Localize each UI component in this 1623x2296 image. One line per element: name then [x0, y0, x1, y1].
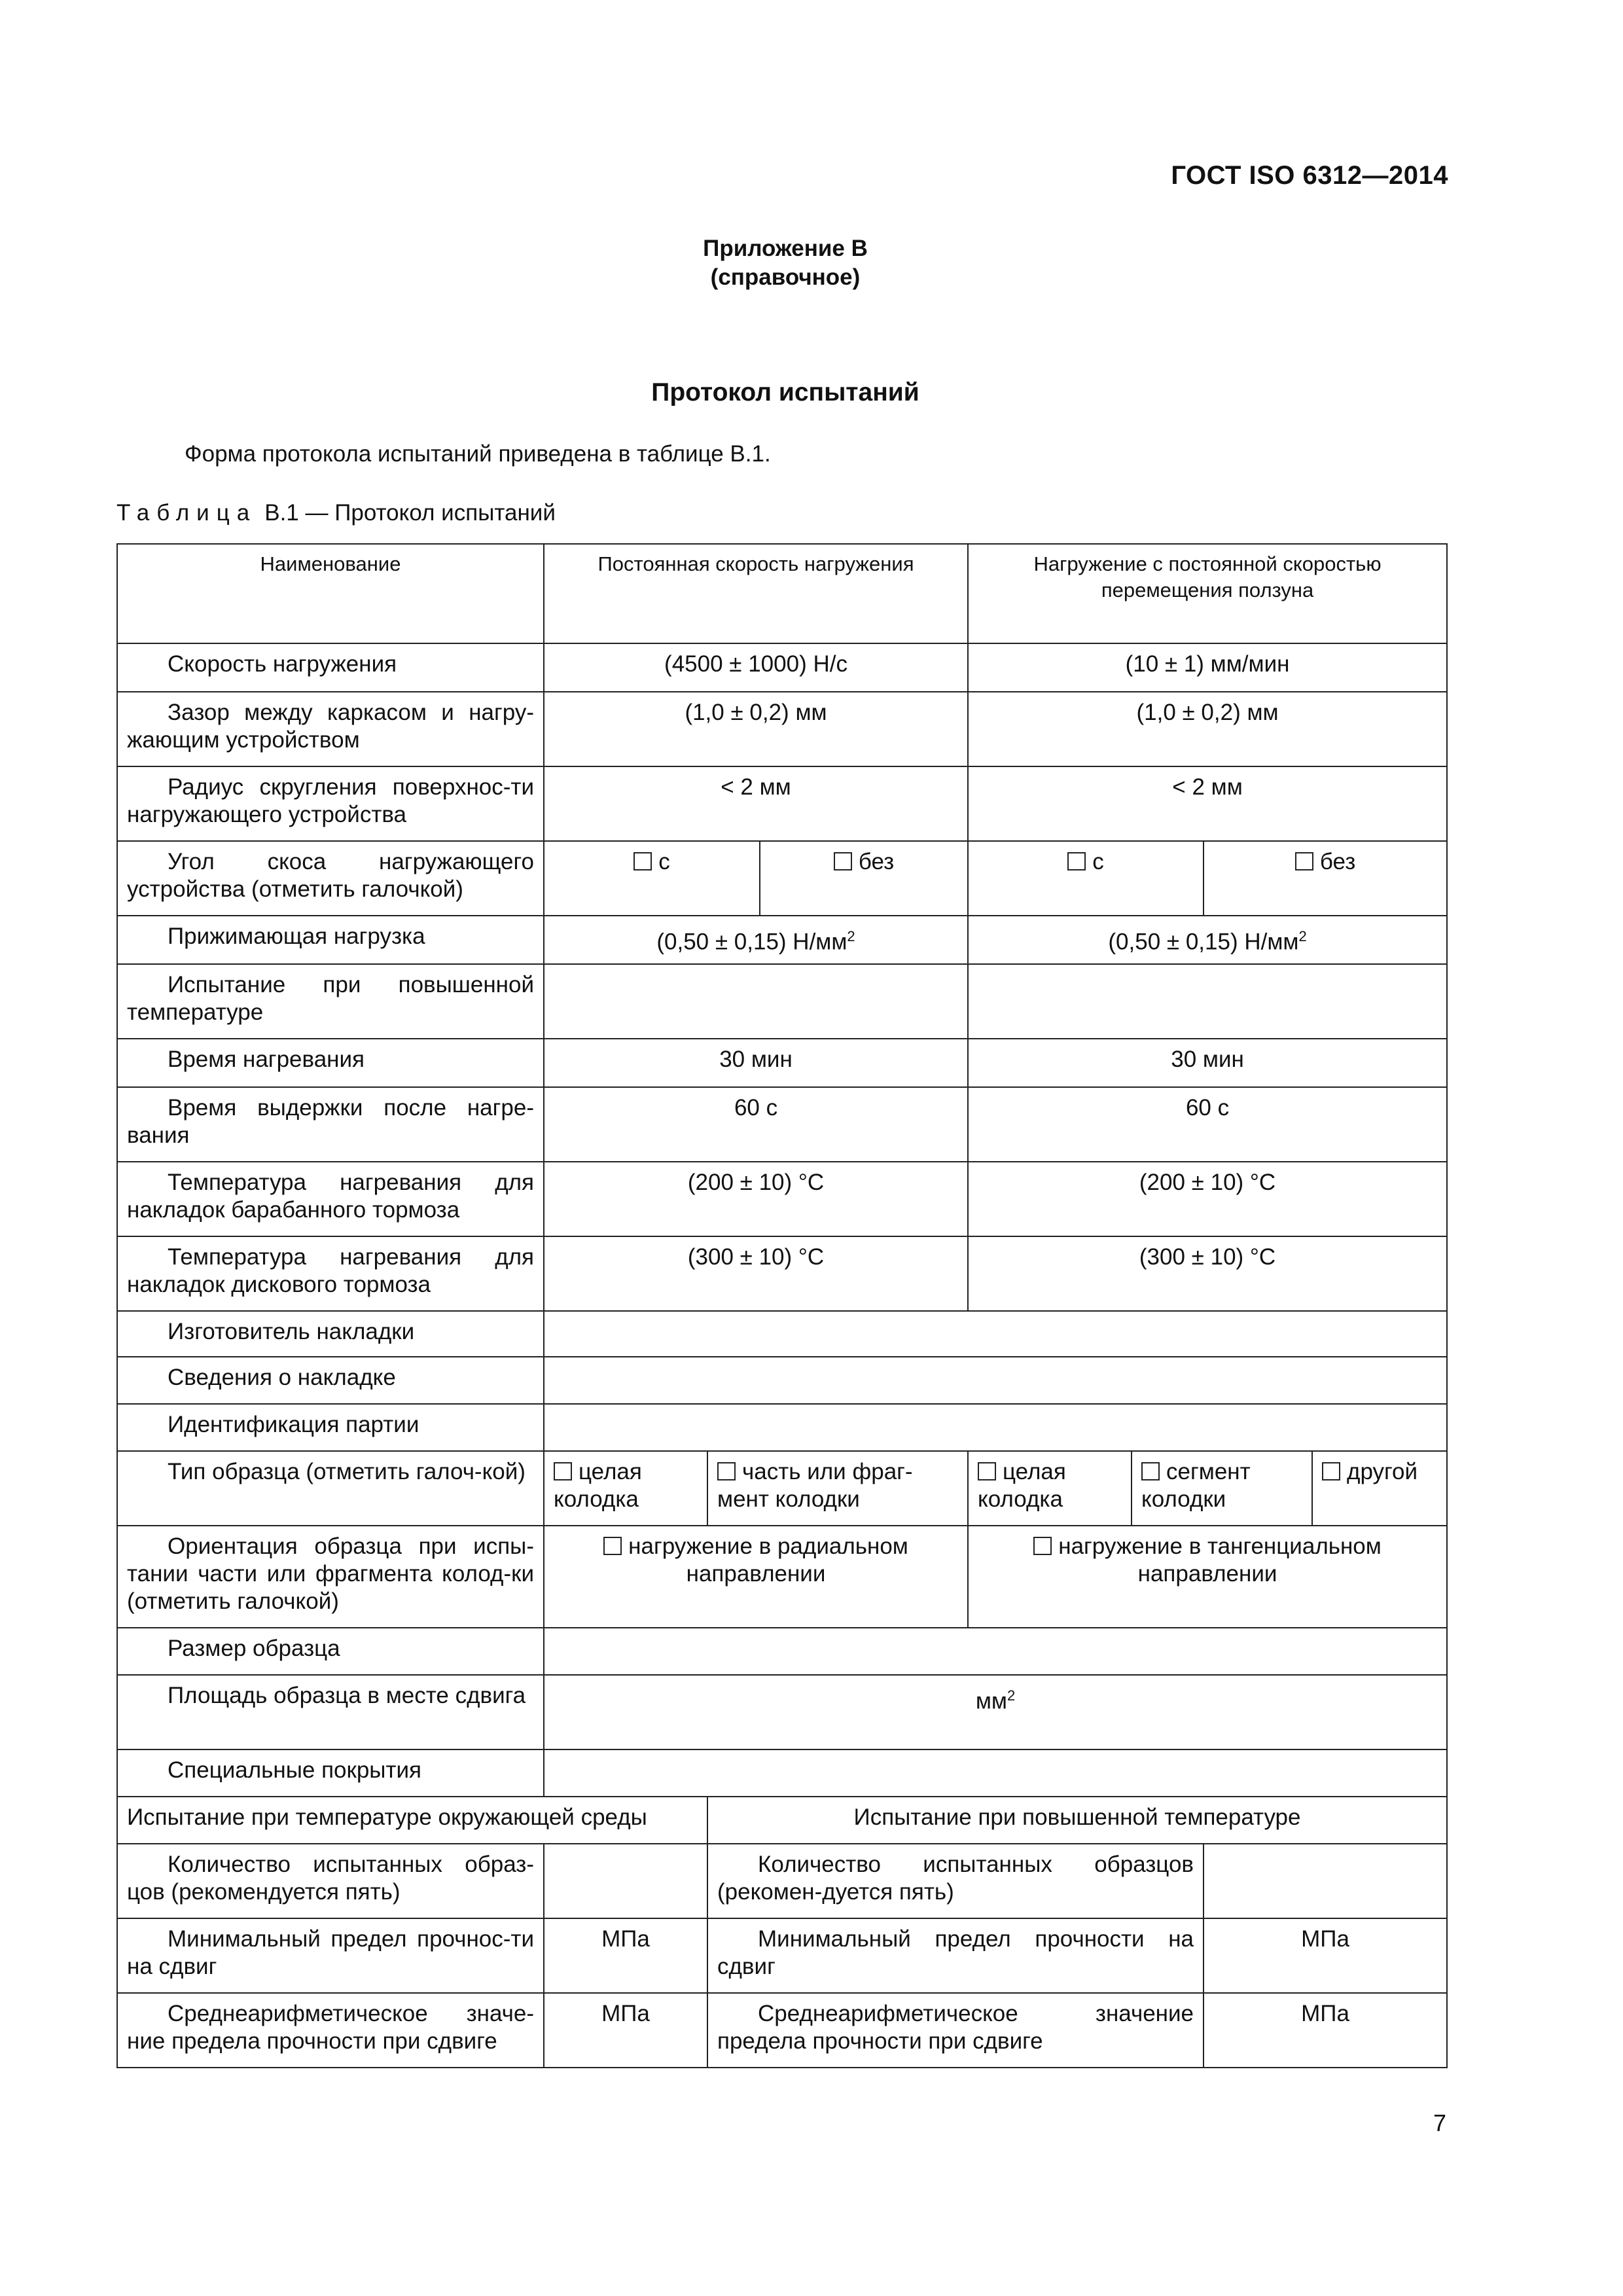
- empty-cell[interactable]: [544, 964, 968, 1039]
- cell-value: (300 ± 10) °С: [968, 1236, 1447, 1311]
- option-label: другой: [1347, 1459, 1418, 1484]
- superscript: 2: [1298, 928, 1307, 944]
- column-header-name: Наименование: [117, 544, 544, 643]
- table-row: [117, 1404, 1447, 1451]
- table-row: [117, 1675, 1447, 1749]
- option-label: часть или фраг-мент колодки: [717, 1459, 913, 1512]
- checkbox-icon[interactable]: [554, 1462, 572, 1480]
- row-label: Время выдержки после нагре-вания: [117, 1087, 544, 1162]
- cell-value: < 2 мм: [968, 766, 1447, 841]
- row-label: Испытание при повышенной температуре: [117, 964, 544, 1039]
- empty-cell[interactable]: [968, 964, 1447, 1039]
- option-split-cell: [1132, 1451, 1447, 1526]
- table-row: [117, 841, 1447, 916]
- table-row: [117, 1087, 1447, 1162]
- appendix-title: Приложение В: [703, 236, 868, 261]
- row-label: Температура нагревания для накладок дискового тормоза: [117, 1236, 544, 1311]
- unit-cell[interactable]: МПа: [544, 1918, 707, 1993]
- empty-cell[interactable]: [544, 1404, 1447, 1451]
- table-row: [117, 692, 1447, 766]
- subheader-ambient: Испытание при температуре окружающей среды: [117, 1797, 707, 1844]
- row-label: Изготовитель накладки: [117, 1311, 544, 1357]
- table-row: [117, 916, 1447, 964]
- row-label: Тип образца (отметить галоч-кой): [117, 1451, 544, 1526]
- empty-cell[interactable]: [544, 1628, 1447, 1675]
- standard-designation: ГОСТ ISO 6312—2014: [1171, 161, 1448, 190]
- checkbox-icon[interactable]: [1322, 1462, 1340, 1480]
- option-label: без: [1319, 849, 1356, 874]
- checkbox-icon[interactable]: [978, 1462, 996, 1480]
- appendix-heading: [0, 234, 1571, 292]
- row-label: Среднеарифметическое значе-ние предела прочности при сдвиге: [117, 1993, 544, 2068]
- table-row: [117, 1844, 1447, 1918]
- row-label: Скорость нагружения: [117, 643, 544, 692]
- column-header-constant-load: Постоянная скорость нагружения: [544, 544, 968, 643]
- page-number: 7: [1433, 2109, 1446, 2136]
- row-label: Сведения о накладке: [117, 1357, 544, 1404]
- option-label: целая колодка: [554, 1459, 642, 1512]
- table-row: [117, 1311, 1447, 1357]
- empty-cell[interactable]: [1204, 1844, 1447, 1918]
- checkbox-icon[interactable]: [1141, 1462, 1160, 1480]
- table-row: [117, 1993, 1447, 2068]
- table-row: [117, 1451, 1447, 1526]
- table-subheader-row: [117, 1797, 1447, 1844]
- option-cell[interactable]: [544, 841, 760, 916]
- row-label: Минимальный предел прочности на сдвиг: [707, 1918, 1204, 1993]
- checkbox-icon[interactable]: [1295, 852, 1313, 870]
- value-text: (0,50 ± 0,15) Н/мм: [1108, 929, 1299, 955]
- row-label: Прижимающая нагрузка: [117, 916, 544, 964]
- checkbox-icon[interactable]: [717, 1462, 736, 1480]
- table-header-row: [117, 544, 1447, 643]
- section-title: Протокол испытаний: [651, 378, 919, 406]
- row-label: Среднеарифметическое значение предела прочности при сдвиге: [707, 1993, 1204, 2068]
- cell-value: (300 ± 10) °С: [544, 1236, 968, 1311]
- row-label: Радиус скругления поверхнос-ти нагружающего устройства: [117, 766, 544, 841]
- option-label: с: [1092, 849, 1104, 874]
- cell-value: [968, 916, 1447, 964]
- option-cell[interactable]: [968, 1526, 1447, 1628]
- option-cell[interactable]: [760, 841, 968, 916]
- table-row: [117, 964, 1447, 1039]
- cell-value: 30 мин: [544, 1039, 968, 1087]
- row-label: Количество испытанных образ-цов (рекомендуется пять): [117, 1844, 544, 1918]
- cell-value: (1,0 ± 0,2) мм: [544, 692, 968, 766]
- checkbox-icon[interactable]: [1067, 852, 1086, 870]
- cell-value: [544, 916, 968, 964]
- row-label: Ориентация образца при испы-тании части или фрагмента колод-ки (отметить галочкой): [117, 1526, 544, 1628]
- option-cell[interactable]: [707, 1451, 968, 1526]
- checkbox-icon[interactable]: [1033, 1537, 1052, 1555]
- table-row: [117, 643, 1447, 692]
- appendix-subtitle: (справочное): [710, 264, 861, 290]
- cell-value: (10 ± 1) мм/мин: [968, 643, 1447, 692]
- empty-cell[interactable]: [544, 1749, 1447, 1797]
- option-cell[interactable]: [544, 1451, 707, 1526]
- unit-cell[interactable]: МПа: [544, 1993, 707, 2068]
- row-label: Зазор между каркасом и нагру-жающим устройством: [117, 692, 544, 766]
- table-row: [117, 1526, 1447, 1628]
- cell-value[interactable]: [544, 1675, 1447, 1749]
- row-label: Количество испытанных образцов (рекомен-дуется пять): [707, 1844, 1204, 1918]
- table-caption-word: Таблица: [116, 500, 257, 526]
- option-label: без: [858, 849, 895, 874]
- unit-cell[interactable]: МПа: [1204, 1993, 1447, 2068]
- superscript: 2: [1007, 1687, 1016, 1704]
- table-row: [117, 1918, 1447, 1993]
- empty-cell[interactable]: [544, 1844, 707, 1918]
- table-caption-text: В.1 — Протокол испытаний: [264, 500, 556, 526]
- row-label: Минимальный предел прочнос-ти на сдвиг: [117, 1918, 544, 1993]
- unit-cell[interactable]: МПа: [1204, 1918, 1447, 1993]
- column-header-constant-speed: Нагружение с постоянной скоростью перемещения ползуна: [968, 544, 1447, 643]
- row-label: Температура нагревания для накладок барабанного тормоза: [117, 1162, 544, 1236]
- superscript: 2: [847, 928, 855, 944]
- option-label: нагружение в радиальном направлении: [628, 1534, 908, 1587]
- row-label: Угол скоса нагружающего устройства (отметить галочкой): [117, 841, 544, 916]
- row-label: Площадь образца в месте сдвига: [117, 1675, 544, 1749]
- test-protocol-table: [116, 543, 1448, 2068]
- value-text: (0,50 ± 0,15) Н/мм: [656, 929, 847, 955]
- empty-cell[interactable]: [544, 1357, 1447, 1404]
- option-cell[interactable]: [544, 1526, 968, 1628]
- cell-value: < 2 мм: [544, 766, 968, 841]
- option-label: нагружение в тангенциальном направлении: [1058, 1534, 1382, 1587]
- table-row: [117, 1162, 1447, 1236]
- option-cell[interactable]: [1204, 841, 1447, 916]
- option-split: [1132, 1452, 1446, 1525]
- option-label: с: [658, 849, 670, 874]
- table-row: [117, 1039, 1447, 1087]
- cell-value: (200 ± 10) °С: [968, 1162, 1447, 1236]
- option-label: сегмент колодки: [1141, 1459, 1251, 1512]
- table-row: [117, 1236, 1447, 1311]
- checkbox-icon[interactable]: [633, 852, 652, 870]
- cell-value: (1,0 ± 0,2) мм: [968, 692, 1447, 766]
- option-cell[interactable]: [968, 1451, 1132, 1526]
- table-row: [117, 1628, 1447, 1675]
- checkbox-icon[interactable]: [603, 1537, 622, 1555]
- row-label: Время нагревания: [117, 1039, 544, 1087]
- table-row: [117, 1749, 1447, 1797]
- cell-value: (200 ± 10) °С: [544, 1162, 968, 1236]
- option-label: целая колодка: [978, 1459, 1066, 1512]
- cell-value: 60 с: [968, 1087, 1447, 1162]
- intro-paragraph: Форма протокола испытаний приведена в таблице В.1.: [185, 441, 771, 467]
- row-label: Специальные покрытия: [117, 1749, 544, 1797]
- subheader-elevated: Испытание при повышенной температуре: [707, 1797, 1447, 1844]
- table-row: [117, 1357, 1447, 1404]
- empty-cell[interactable]: [544, 1311, 1447, 1357]
- cell-value: 30 мин: [968, 1039, 1447, 1087]
- option-cell[interactable]: [1312, 1452, 1446, 1525]
- checkbox-icon[interactable]: [834, 852, 852, 870]
- option-cell[interactable]: [1132, 1452, 1312, 1525]
- cell-value: (4500 ± 1000) Н/с: [544, 643, 968, 692]
- unit-text: мм: [975, 1688, 1007, 1714]
- option-cell[interactable]: [968, 841, 1204, 916]
- row-label: Размер образца: [117, 1628, 544, 1675]
- cell-value: 60 с: [544, 1087, 968, 1162]
- row-label: Идентификация партии: [117, 1404, 544, 1451]
- table-row: [117, 766, 1447, 841]
- table-caption: [116, 500, 556, 526]
